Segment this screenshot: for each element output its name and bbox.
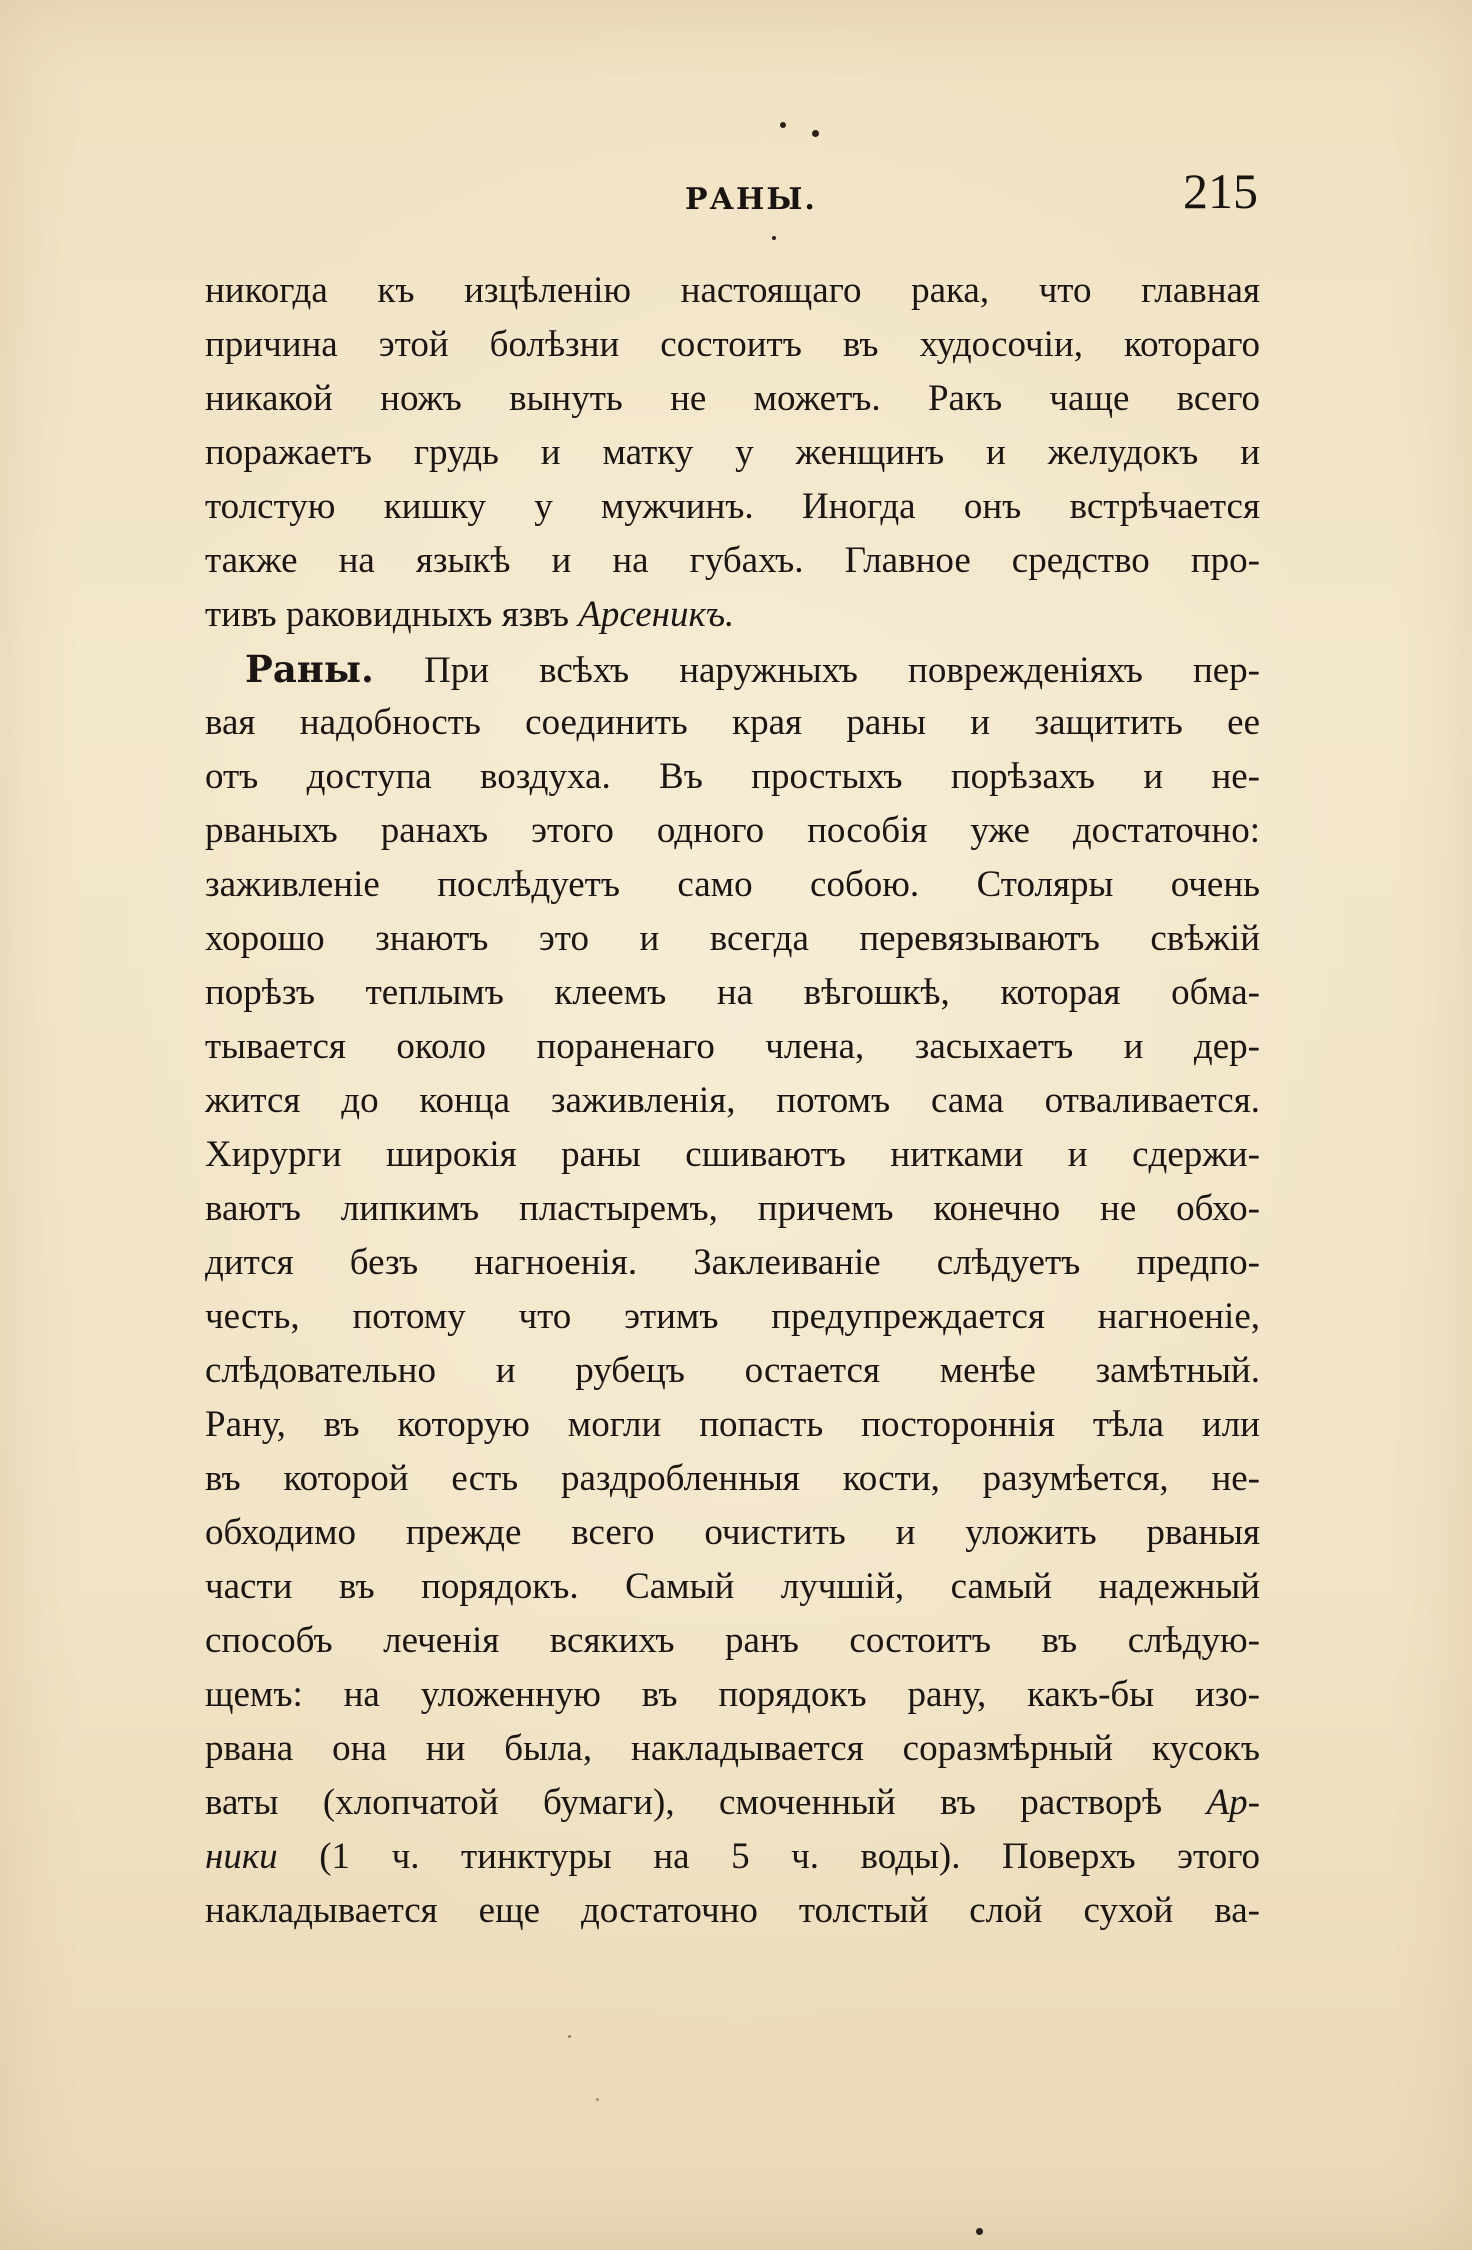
text-line: заживленіе послѣдуетъ само собою. Столяры очень bbox=[205, 864, 1260, 905]
text-line bbox=[205, 1830, 1260, 1884]
text-line-rest: (1 ч. тинктуры на 5 ч. воды). Поверхъ этого bbox=[277, 1836, 1260, 1877]
text-line: обходимо прежде всего очистить и уложить рваныя bbox=[205, 1512, 1260, 1553]
text-line: вая надобность соединить края раны и защитить ее bbox=[205, 702, 1260, 743]
paragraph-cancer-end bbox=[205, 264, 1260, 642]
text-line: въ которой есть раздробленныя кости, разумѣется, не- bbox=[205, 1458, 1260, 1499]
body-text bbox=[205, 264, 1260, 1938]
paragraph-wounds bbox=[205, 642, 1260, 1938]
text-line: ваютъ липкимъ пластыремъ, причемъ конечно не обхо- bbox=[205, 1188, 1260, 1229]
text-line: поражаетъ грудь и матку у женщинъ и желудокъ и bbox=[205, 432, 1260, 473]
text-line: рваныхъ ранахъ этого одного пособія уже достаточно: bbox=[205, 810, 1260, 851]
text-line: Рану, въ которую могли попасть постороннія тѣла или bbox=[205, 1404, 1260, 1445]
text-line bbox=[205, 588, 1260, 642]
text-line: щемъ: на уложенную въ порядокъ рану, какъ-бы изо- bbox=[205, 1674, 1260, 1715]
text-line: накладывается еще достаточно толстый слой сухой ва- bbox=[205, 1890, 1260, 1931]
text-line: рвана она ни была, накладывается соразмѣрный кусокъ bbox=[205, 1728, 1260, 1769]
ink-speck bbox=[812, 130, 819, 137]
text-line: отъ доступа воздуха. Въ простыхъ порѣзахъ и не- bbox=[205, 756, 1260, 797]
page-number: 215 bbox=[1183, 163, 1258, 219]
text-line-prefix: тивъ раковидныхъ язвъ bbox=[205, 594, 579, 635]
text-line: части въ порядокъ. Самый лучшій, самый надежный bbox=[205, 1566, 1260, 1607]
text-line bbox=[205, 642, 1260, 696]
text-line bbox=[205, 1776, 1260, 1830]
ink-speck bbox=[596, 2098, 599, 2101]
ink-speck bbox=[780, 122, 786, 128]
ink-speck bbox=[976, 2228, 983, 2235]
page-header bbox=[200, 162, 1260, 222]
remedy-name-arnica-cont: ники bbox=[205, 1836, 278, 1877]
ink-speck bbox=[568, 2035, 571, 2038]
text-line: порѣзъ теплымъ клеемъ на вѣгошкѣ, которая обма- bbox=[205, 972, 1260, 1013]
text-line: слѣдовательно и рубецъ остается менѣе замѣтный. bbox=[205, 1350, 1260, 1391]
remedy-name-arsenic: Арсеникъ. bbox=[578, 594, 735, 635]
text-line: дится безъ нагноенія. Заклеиваніе слѣдуетъ предпо- bbox=[205, 1242, 1260, 1283]
remedy-name-arnica: Ар- bbox=[1206, 1782, 1260, 1823]
text-line: никакой ножъ вынуть не можетъ. Ракъ чаще всего bbox=[205, 378, 1260, 419]
text-line: также на языкѣ и на губахъ. Главное средство про- bbox=[205, 540, 1260, 581]
text-line-prefix: ваты (хлопчатой бумаги), смоченный въ растворѣ bbox=[205, 1782, 1207, 1823]
section-heading-wounds: Раны. bbox=[245, 647, 374, 691]
text-line: причина этой болѣзни состоитъ въ худосочіи, котораго bbox=[205, 324, 1260, 365]
text-line: толстую кишку у мужчинъ. Иногда онъ встрѣчается bbox=[205, 486, 1260, 527]
text-line: жится до конца заживленія, потомъ сама отваливается. bbox=[205, 1080, 1260, 1121]
running-head: РАНЫ. bbox=[685, 182, 817, 217]
text-line: тывается около пораненаго члена, засыхаетъ и дер- bbox=[205, 1026, 1260, 1067]
ink-speck bbox=[772, 236, 776, 240]
text-line-rest: При всѣхъ наружныхъ поврежденіяхъ пер- bbox=[373, 650, 1260, 691]
text-line: способъ леченія всякихъ ранъ состоитъ въ слѣдую- bbox=[205, 1620, 1260, 1661]
text-line: никогда къ изцѣленію настоящаго рака, что главная bbox=[205, 270, 1260, 311]
text-line: Хирурги широкія раны сшиваютъ нитками и сдержи- bbox=[205, 1134, 1260, 1175]
text-line: честь, потому что этимъ предупреждается нагноеніе, bbox=[205, 1296, 1260, 1337]
text-line: хорошо знаютъ это и всегда перевязываютъ свѣжій bbox=[205, 918, 1260, 959]
